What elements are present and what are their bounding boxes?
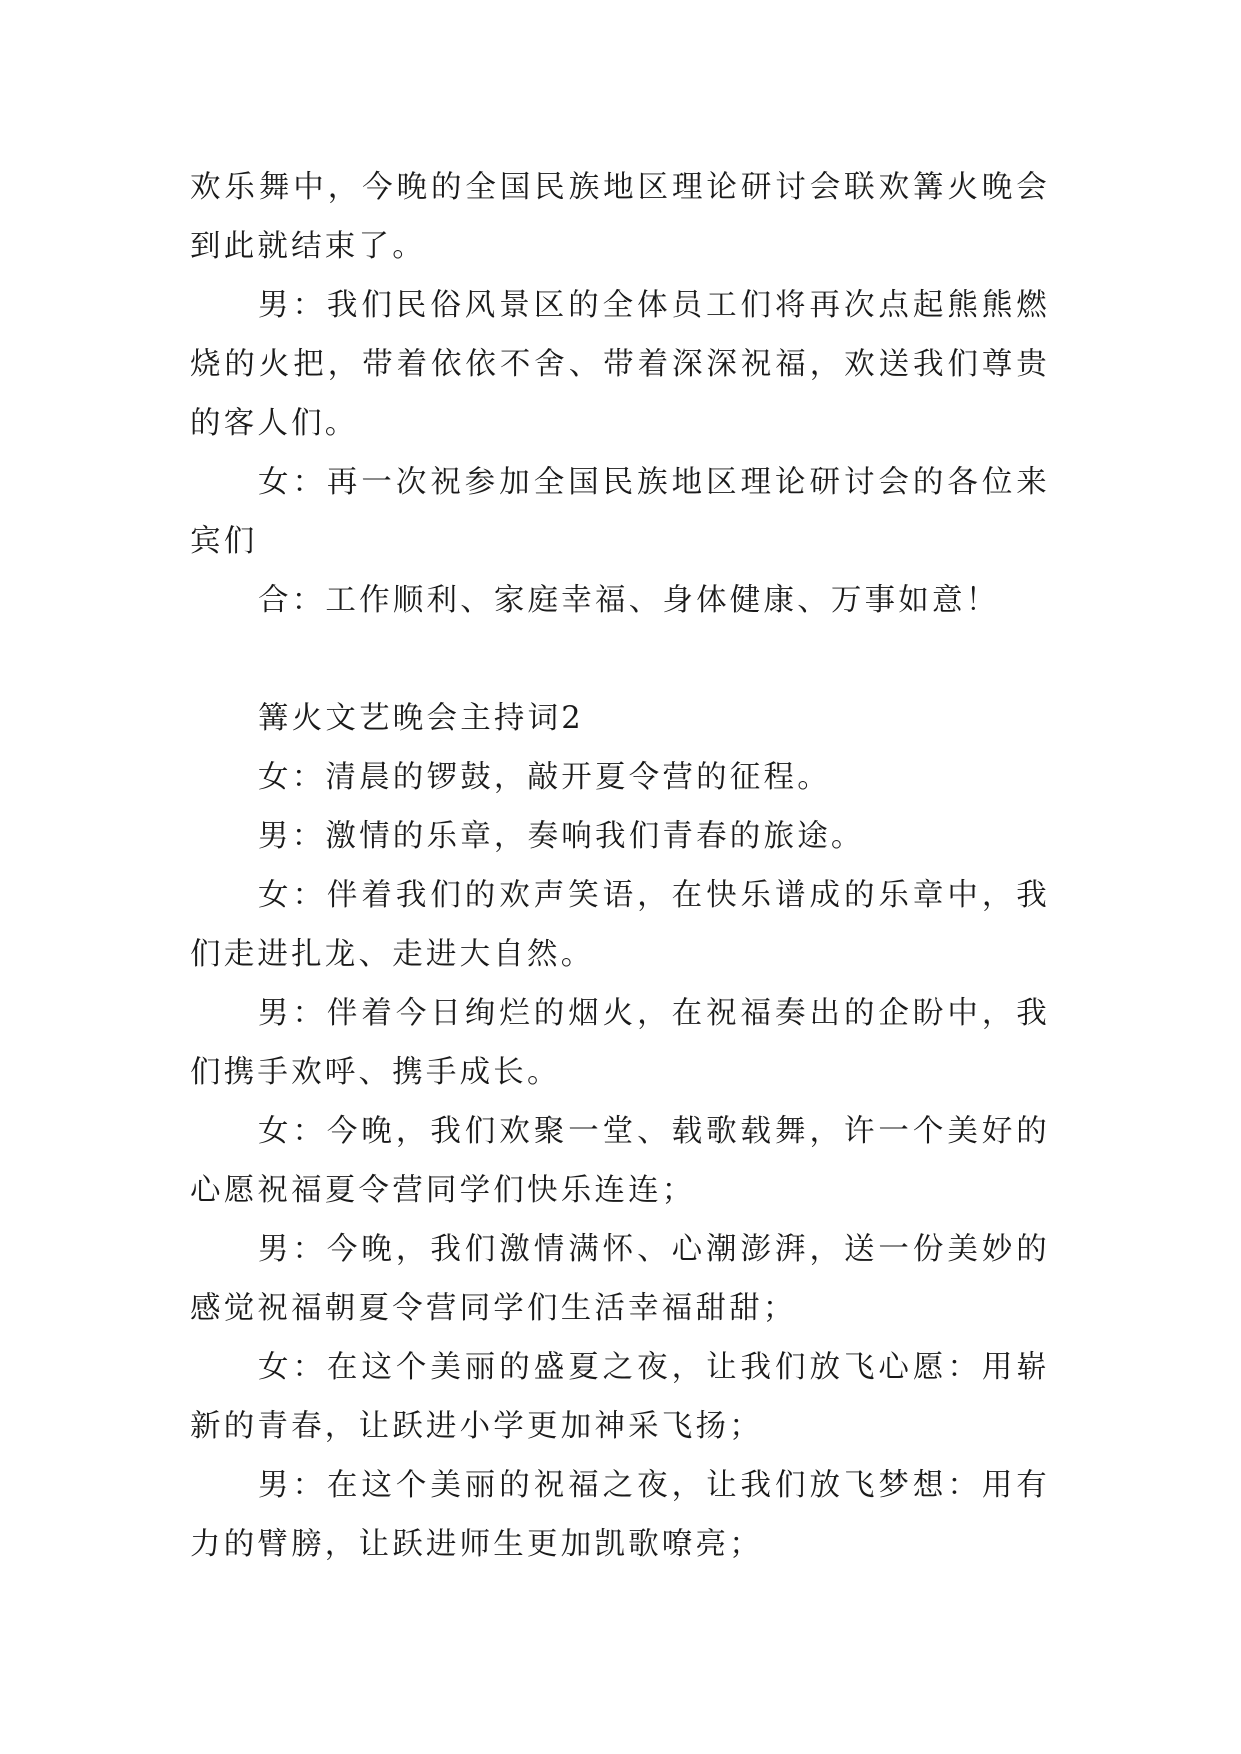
paragraph-female-3: 女：今晚，我们欢聚一堂、载歌载舞，许一个美好的心愿祝福夏令营同学们快乐连连； bbox=[190, 1114, 1050, 1208]
paragraph-female-2: 女：伴着我们的欢声笑语，在快乐谱成的乐章中，我们走进扎龙、走进大自然。 bbox=[190, 878, 1050, 972]
paragraph-male-2: 男：伴着今日绚烂的烟火，在祝福奏出的企盼中，我们携手欢呼、携手成长。 bbox=[190, 996, 1050, 1090]
section-spacer bbox=[190, 630, 1050, 689]
paragraph-together-wish: 合：工作顺利、家庭幸福、身体健康、万事如意！ bbox=[258, 583, 1000, 618]
paragraph-male-4: 男：在这个美丽的祝福之夜，让我们放飞梦想：用有力的臂膀，让跃进师生更加凯歌嘹亮； bbox=[190, 1468, 1050, 1562]
paragraph-male-3: 男：今晚，我们激情满怀、心潮澎湃，送一份美妙的感觉祝福朝夏令营同学们生活幸福甜甜； bbox=[190, 1232, 1050, 1326]
paragraph-male-farewell: 男：我们民俗风景区的全体员工们将再次点起熊熊燃烧的火把，带着依依不舍、带着深深祝福，欢送我们尊贵的客人们。 bbox=[190, 288, 1050, 441]
paragraph-female-1: 女：清晨的锣鼓，敲开夏令营的征程。 bbox=[258, 760, 831, 795]
paragraph-female-4: 女：在这个美丽的盛夏之夜，让我们放飞心愿：用崭新的青春，让跃进小学更加神采飞扬； bbox=[190, 1350, 1050, 1444]
document-body bbox=[190, 158, 1050, 1574]
section-title: 篝火文艺晚会主持词2 bbox=[258, 701, 584, 736]
paragraph-male-1: 男：激情的乐章，奏响我们青春的旅途。 bbox=[258, 819, 865, 854]
paragraph-female-wish: 女：再一次祝参加全国民族地区理论研讨会的各位来宾们 bbox=[190, 465, 1050, 559]
paragraph-closing: 欢乐舞中，今晚的全国民族地区理论研讨会联欢篝火晚会到此就结束了。 bbox=[190, 170, 1050, 264]
